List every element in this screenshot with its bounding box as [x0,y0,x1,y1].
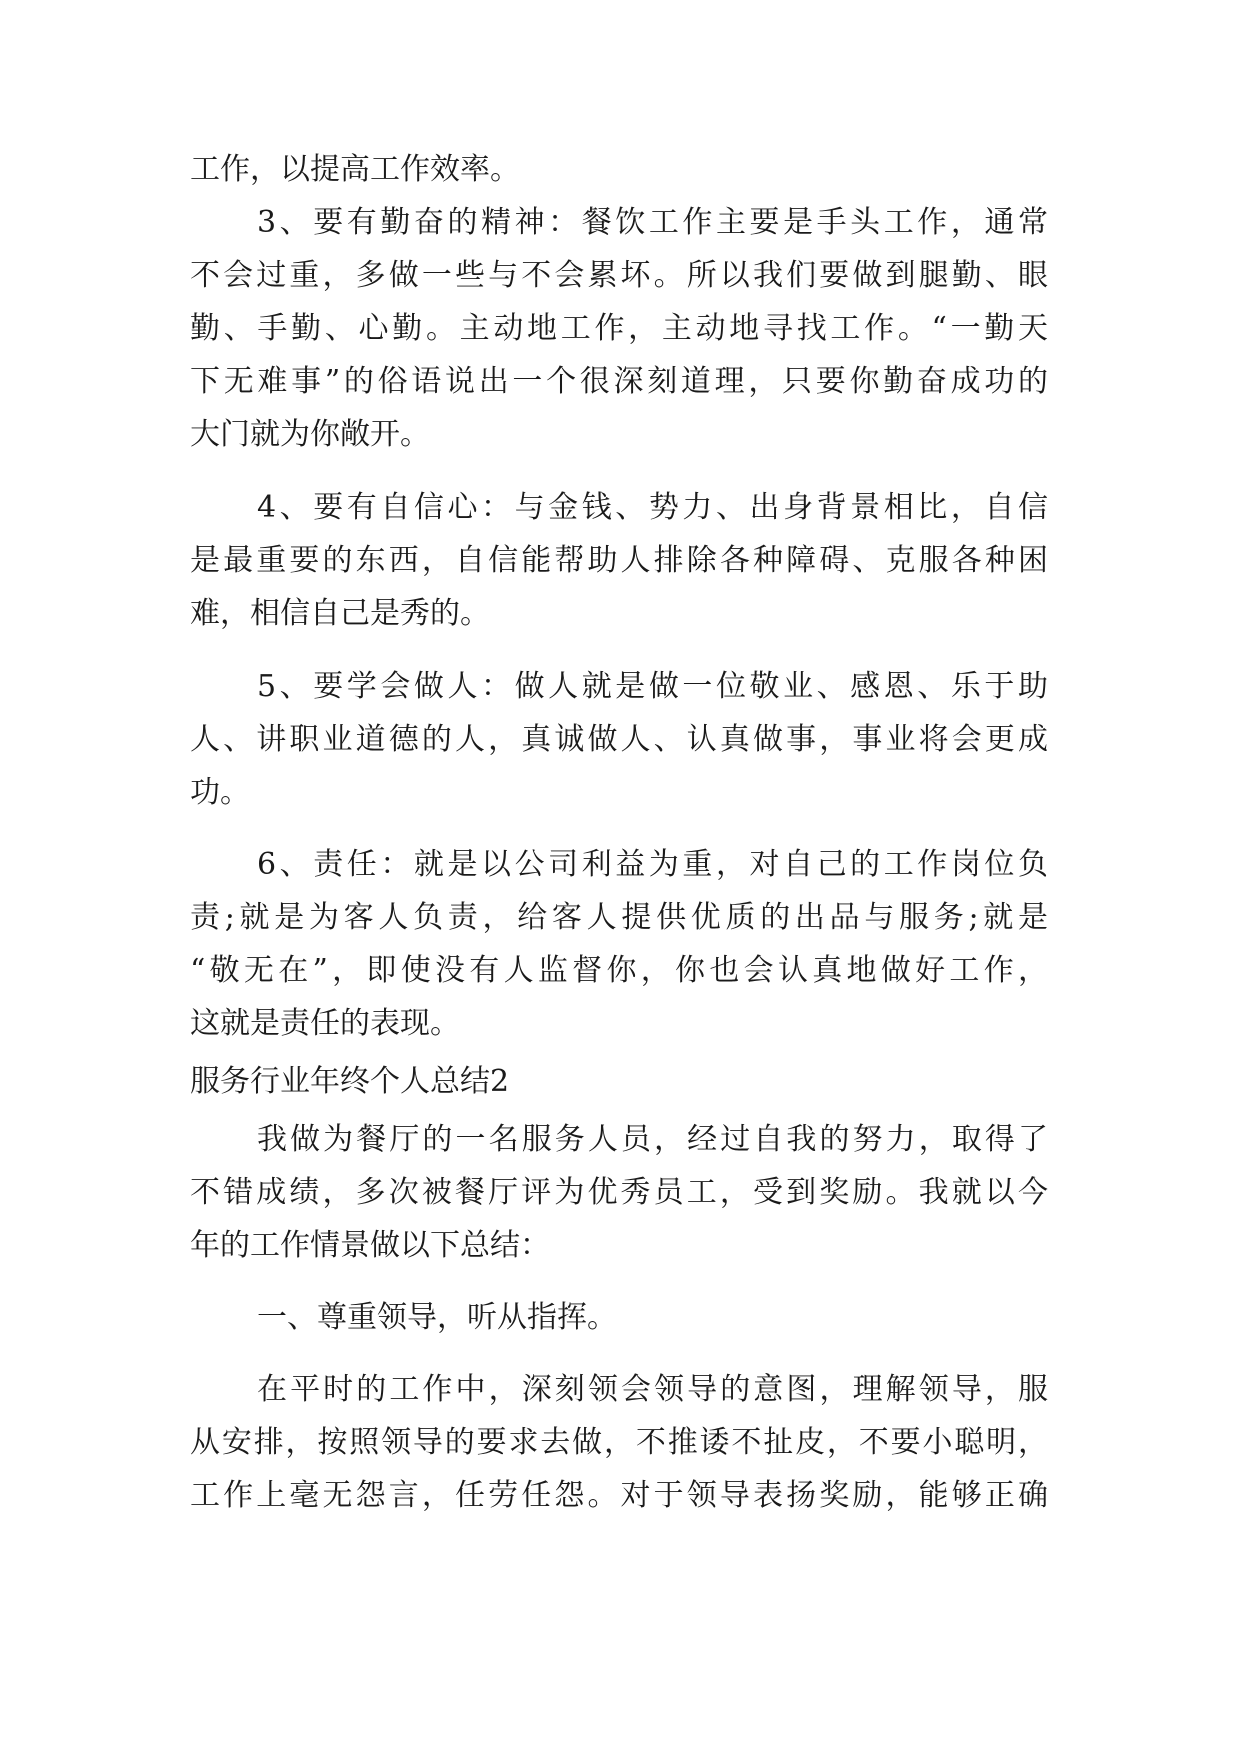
text-line: 勤、手勤、心勤。主动地工作，主动地寻找工作。“一勤天 [190,311,1048,346]
text-line: 工作上毫无怨言，任劳任怨。对于领导表扬奖励，能够正确 [190,1478,1048,1513]
text-line: 功。 [190,775,250,810]
section-title: 服务行业年终个人总结2 [190,1064,510,1099]
text-line: 年的工作情景做以下总结： [190,1228,550,1263]
text-line: 3、要有勤奋的精神：餐饮工作主要是手头工作，通常 [257,205,1048,240]
text-line: 不错成绩，多次被餐厅评为优秀员工，受到奖励。我就以今 [190,1175,1048,1210]
text-line: 6、责任：就是以公司利益为重，对自己的工作岗位负 [257,847,1048,882]
text-line: “敬无在”，即使没有人监督你，你也会认真地做好工作， [190,953,1048,988]
text-line: 从安排，按照领导的要求去做，不推诿不扯皮，不要小聪明， [190,1425,1048,1460]
text-line: 难，相信自己是秀的。 [190,596,490,631]
text-line: 是最重要的东西，自信能帮助人排除各种障碍、克服各种困 [190,543,1048,578]
text-line: 5、要学会做人：做人就是做一位敬业、感恩、乐于助 [257,669,1048,704]
text-line: 人、讲职业道德的人，真诚做人、认真做事，事业将会更成 [190,722,1048,757]
text-line: 责;就是为客人负责，给客人提供优质的出品与服务;就是 [190,900,1048,935]
text-line: 大门就为你敞开。 [190,417,430,452]
section-heading: 一、尊重领导，听从指挥。 [257,1300,617,1335]
text-line: 在平时的工作中，深刻领会领导的意图，理解领导，服 [257,1372,1048,1407]
text-line: 下无难事”的俗语说出一个很深刻道理，只要你勤奋成功的 [190,364,1048,399]
text-line: 4、要有自信心：与金钱、势力、出身背景相比，自信 [257,490,1048,525]
text-line: 这就是责任的表现。 [190,1006,460,1041]
text-line: 我做为餐厅的一名服务人员，经过自我的努力，取得了 [257,1122,1048,1157]
text-line: 工作，以提高工作效率。 [190,152,520,187]
text-line: 不会过重，多做一些与不会累坏。所以我们要做到腿勤、眼 [190,258,1048,293]
